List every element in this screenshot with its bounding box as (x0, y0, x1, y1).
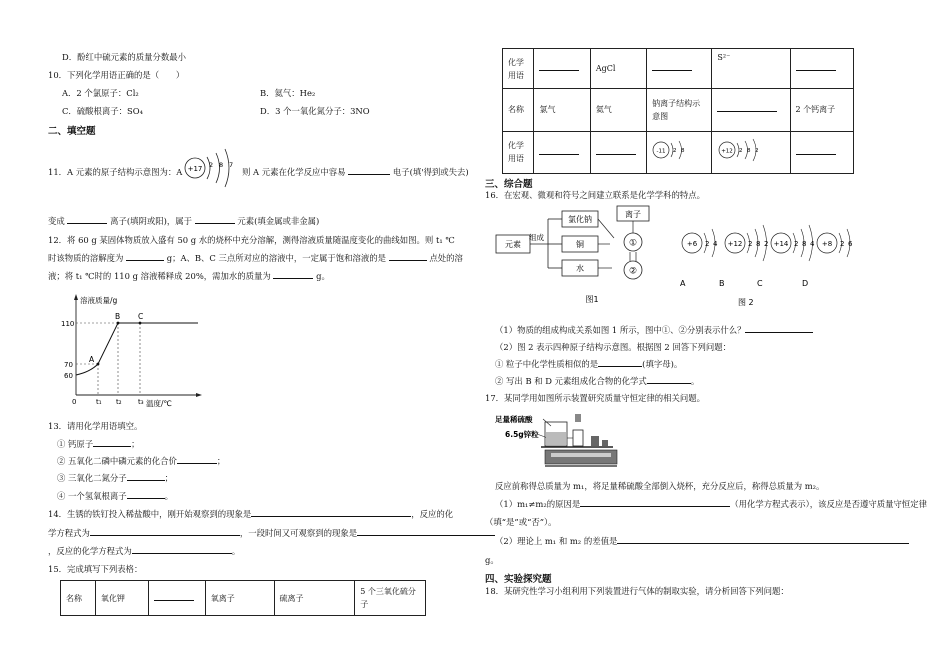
q14-blank-4[interactable] (132, 545, 232, 554)
graph-point-b: B (115, 312, 121, 321)
svg-text:4: 4 (713, 240, 718, 248)
svg-text:8: 8 (756, 240, 761, 248)
svg-text:2: 2 (840, 240, 845, 248)
q16-stem: 16．在宏观、微观和符号之间建立联系是化学学科的特点。 (485, 190, 706, 200)
q16-part-1: （1）物质的组成构成关系如图 1 所示，图中①、②分别表示什么？ (495, 324, 813, 336)
q12-line-2 (48, 252, 463, 264)
q17-part-2: （2）理论上 m₁ 和 m₂ 的差值是 (495, 535, 909, 547)
section-fill-blank: 二、填空题 (48, 126, 96, 137)
q15-stem: 15．完成填写下列表格： (48, 564, 143, 574)
svg-text:+12: +12 (721, 148, 734, 155)
graph-ytick-110: 110 (61, 320, 75, 328)
fig1-box-water: 水 (576, 264, 584, 273)
q13-item-2: ② 五氧化二磷中磷元素的化合价 ； (57, 456, 226, 466)
fig1-circle-2: ② (628, 266, 638, 277)
q11-text-2 (242, 166, 469, 178)
svg-text:2: 2 (755, 148, 759, 155)
svg-text:2: 2 (764, 240, 769, 248)
q17-part-1-end: （填“是”或“否”）。 (485, 517, 557, 527)
q12-blank-3[interactable] (273, 270, 313, 279)
r1-agcl: AgCl (590, 49, 646, 89)
q17-part-2-end: g。 (485, 555, 499, 565)
q15-table (60, 580, 426, 616)
q11-line2b: 离子(填阴或阳)，属于 (110, 216, 193, 226)
q12-line-1: 12．将 60 g 某固体物质放入盛有 50 g 水的烧杯中充分溶解，测得溶液质量随温度变化的曲线如图。则 t₁ ℃ (48, 235, 455, 245)
q13-item-3: ③ 三氧化二氮分子 ； (57, 473, 174, 483)
q15-cell-oxygen-ion: 氧离子 (205, 581, 274, 616)
r1-c3[interactable] (647, 49, 712, 89)
q12-blank-1[interactable] (126, 252, 164, 261)
svg-text:6: 6 (848, 240, 853, 248)
r2-calcium-ion: 2 个钙离子 (790, 89, 853, 131)
q18-stem: 18．某研究性学习小组利用下列装置进行气体的制取实验，请分析回答下列问题： (485, 586, 789, 596)
q12-line2b: g；A、B、C 三点所对应的溶液中，一定属于饱和溶液的是 (166, 253, 386, 263)
q16-blank-3[interactable] (647, 375, 691, 384)
q12-line3b: g。 (316, 271, 330, 281)
svg-text:2: 2 (739, 148, 743, 155)
q17-blank-2[interactable] (617, 535, 909, 544)
apparatus-label-acid: 足量稀硫酸 (495, 415, 533, 424)
r2-c4[interactable] (712, 89, 790, 131)
graph-ytick-70: 70 (64, 361, 73, 369)
graph-xtick-t3: t₃ (138, 398, 144, 406)
q10-stem: 10．下列化学用语正确的是（ ） (48, 70, 185, 80)
graph-ylabel: 溶液质量/g (80, 296, 118, 305)
svg-text:8: 8 (747, 148, 751, 155)
r2-label: 名称 (503, 89, 534, 131)
solubility-graph (58, 290, 208, 410)
svg-text:2: 2 (748, 240, 753, 248)
atom-a-label: A (680, 279, 686, 288)
q11-shell-1: 2 (209, 161, 214, 169)
fig1-element: 元素 (505, 240, 521, 249)
svg-text:8: 8 (681, 148, 685, 155)
apparatus-label-zinc: 6.5g锌粒 (505, 430, 539, 439)
svg-text:2: 2 (794, 240, 799, 248)
q9-option-d: D．酚红中硫元素的质量分数最小 (62, 52, 186, 62)
q11-line2c: 元素(填金属或非金属) (237, 216, 320, 226)
q14-blank-1[interactable] (251, 508, 411, 517)
atom-b-label: B (719, 279, 725, 288)
q16-part-2b: ② 写出 B 和 D 元素组成化合物的化学式 。 (495, 376, 700, 386)
r3-c1[interactable] (534, 131, 590, 173)
q10-option-c: C．硫酸根离子：SO₄ (62, 106, 143, 116)
graph-xtick-t1: t₁ (96, 398, 102, 406)
r1-label: 化学用语 (503, 49, 534, 89)
q11-part2: 则 A 元素在化学反应中容易 (242, 167, 346, 177)
r2-sodium-ion-diagram: 钠离子结构示意图 (647, 89, 712, 131)
r3-c5[interactable] (790, 131, 853, 173)
q15-cell-blank[interactable] (148, 581, 205, 616)
svg-text:+12: +12 (727, 240, 743, 248)
q16-part-2: （2）图 2 表示四种原子结构示意图。根据图 2 回答下列问题： (495, 342, 732, 352)
q11-line2a: 变成 (48, 216, 65, 226)
q10-option-d: D．3 个一氧化氮分子：3NO (260, 106, 370, 116)
atom-a (680, 229, 718, 288)
q15-cell-k2o: 氧化钾 (95, 581, 148, 616)
q14-blank-2[interactable] (90, 527, 240, 536)
r1-c1[interactable] (534, 49, 590, 89)
q15-cell-sulfur-ion: 硫离子 (274, 581, 355, 616)
r3-ion-1 (647, 131, 712, 173)
r3-label: 化学用语 (503, 131, 534, 173)
q11-text-1: 11．A 元素的原子结构示意图为：A (48, 167, 183, 177)
q16-blank-2[interactable] (598, 358, 642, 367)
q16-part-2a: ① 粒子中化学性质相似的是 (填字母)。 (495, 359, 683, 369)
atom-d-label: D (802, 279, 809, 288)
q16-figure-1 (492, 202, 677, 308)
r1-s2: S²⁻ (712, 49, 790, 89)
q13-blank-4[interactable] (127, 490, 165, 499)
q14-blank-3[interactable] (357, 527, 495, 536)
svg-text:2: 2 (673, 148, 677, 155)
svg-text:2: 2 (705, 240, 710, 248)
q15-cell-so3: 5 个三氧化硫分子 (355, 581, 426, 616)
q15-cell-name: 名称 (61, 581, 96, 616)
q12-line3a: 液；将 t₁ ℃时的 110 g 溶液稀释成 20%，需加水的质量为 (48, 271, 271, 281)
q12-line2c: 点处的溶 (429, 253, 463, 263)
r2-helium: 氦气 (590, 89, 646, 131)
q11-blank-1[interactable] (348, 166, 390, 175)
q11-nucleus: +17 (187, 165, 203, 173)
q11-line-2 (48, 215, 319, 227)
q12-line2a: 时该物质的溶解度为 (48, 253, 124, 263)
q12-line-3 (48, 270, 330, 282)
q11-shell-2: 8 (219, 161, 224, 169)
r2-chlorine: 氯气 (534, 89, 590, 131)
q14-line-1: 14．生锈的铁钉投入稀盐酸中，刚开始观察到的现象是 ，反应的化 (48, 509, 454, 519)
q13-blank-2[interactable] (177, 455, 217, 464)
sodium-ion-diagram (652, 139, 692, 161)
graph-xlabel: 温度/℃ (146, 399, 172, 408)
q10-option-b: B．氦气：He₂ (260, 88, 316, 98)
fig2-caption: 图 2 (738, 298, 754, 307)
graph-point-c: C (138, 312, 144, 321)
atom-c-label: C (757, 279, 763, 288)
svg-text:+8: +8 (821, 240, 833, 248)
r1-c5[interactable] (790, 49, 853, 89)
q14-line-2: 学方程式为 ，一段时间又可观察到的现象是 (48, 527, 495, 539)
svg-text:8: 8 (802, 240, 807, 248)
q17-stem: 17．某同学用如图所示装置研究质量守恒定律的相关问题。 (485, 393, 706, 403)
q13-blank-3[interactable] (127, 472, 165, 481)
svg-text:+6: +6 (686, 240, 698, 248)
q17-blank-1[interactable] (580, 498, 730, 507)
section-comprehensive: 三、综合题 (485, 179, 533, 190)
q11-shell-3: 7 (229, 161, 234, 169)
q11-atom-diagram (183, 145, 239, 191)
q11-part3: 电子(填'得到或失去) (392, 167, 469, 177)
q11-blank-3[interactable] (195, 215, 235, 224)
q11-blank-2[interactable] (67, 215, 107, 224)
fig1-circle-1: ① (628, 238, 638, 249)
r3-ion-2 (712, 131, 790, 173)
graph-xtick-t2: t₂ (116, 398, 122, 406)
magnesium-diagram (717, 138, 765, 162)
fig1-box-cu: 铜 (576, 240, 584, 249)
svg-text:-11: -11 (656, 148, 666, 155)
svg-text:+14: +14 (773, 240, 789, 248)
fig1-compose: 组成 (529, 233, 544, 242)
q13-item-4: ④ 一个氢氧根离子 。 (57, 491, 174, 501)
graph-point-a: A (89, 355, 95, 364)
q15-table-continued (502, 48, 854, 174)
r3-c2[interactable] (590, 131, 646, 173)
graph-ytick-60: 60 (64, 372, 73, 380)
graph-xtick-0: 0 (72, 398, 77, 406)
q17-line-1: 反应前称得总质量为 m₁，将足量稀硫酸全部倒入烧杯，充分反应后，称得总质量为 m₂。 (495, 481, 825, 491)
q14-line-3: ，反应的化学方程式为 。 (48, 546, 241, 556)
fig1-ion: 离子 (625, 210, 641, 219)
q12-blank-2[interactable] (389, 252, 427, 261)
q16-figure-2 (680, 222, 860, 310)
svg-text:4: 4 (810, 240, 815, 248)
section-experiment: 四、实验探究题 (485, 574, 552, 585)
q10-option-a: A．2 个氯原子：Cl₂ (62, 88, 139, 98)
q13-blank-1[interactable] (93, 438, 131, 447)
q16-blank-1[interactable] (745, 324, 813, 333)
q17-part-1: （1）m₁≠m₂的原因是 （用化学方程式表示），该反应是否遵守质量守恒定律 (495, 499, 928, 509)
q13-item-1: ① 钙原子 ； (57, 439, 140, 449)
fig1-box-nacl: 氯化钠 (568, 215, 592, 224)
q17-balance-apparatus (495, 408, 625, 470)
q13-stem: 13．请用化学用语填空。 (48, 421, 143, 431)
fig1-caption: 图1 (585, 295, 599, 304)
